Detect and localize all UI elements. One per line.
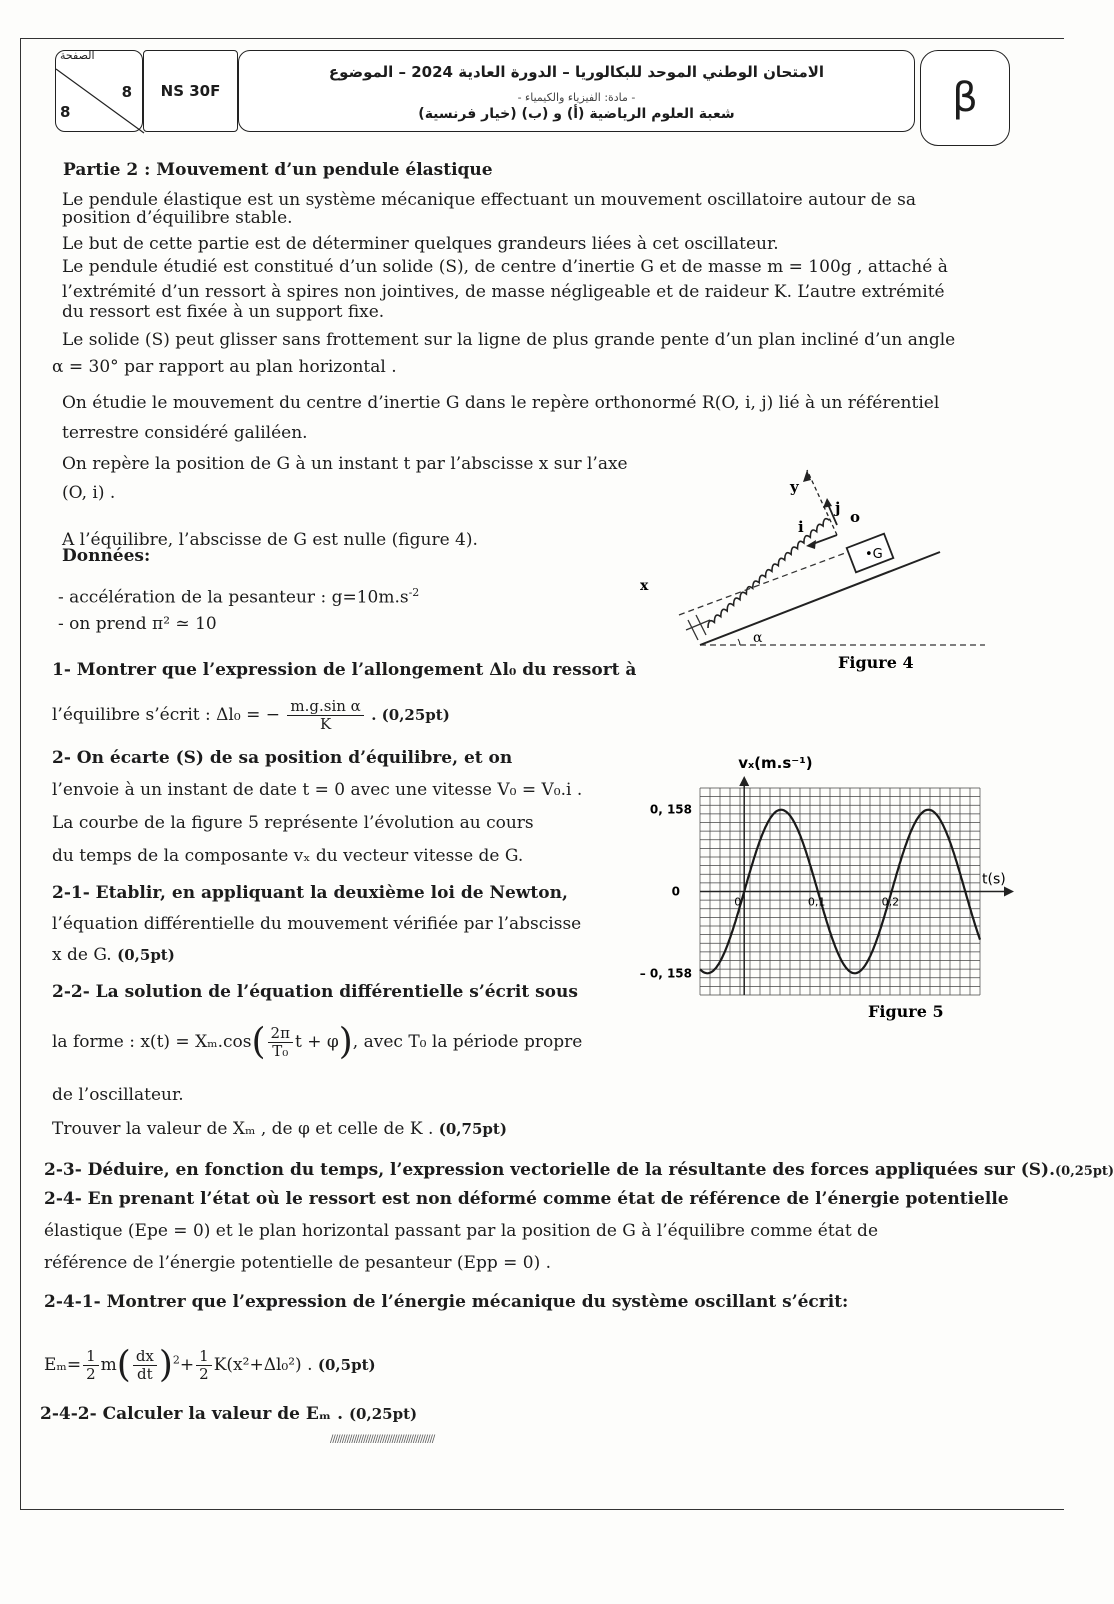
alpha-arc [738, 639, 740, 645]
q21-points: (0,5pt) [117, 946, 175, 964]
chart-xtick-02: 0,2 [881, 895, 900, 909]
question-22b [52, 1021, 583, 1063]
question-22d [52, 1119, 507, 1139]
y-label: y [790, 478, 799, 496]
x-label: x [640, 578, 649, 594]
title-line3: شعبة العلوم الرياضية (أ) و (ب) (خيار فرنسية) [418, 106, 735, 122]
data-pi: - on prend π² ≃ 10 [58, 614, 217, 634]
q241-points: (0,5pt) [317, 1356, 376, 1374]
i-label: i [798, 518, 804, 536]
chart-ytick-max: 0, 158 [649, 802, 692, 817]
chart-xtick-01: 0,1 [807, 895, 826, 909]
em-half-1 [83, 1348, 99, 1383]
q1-num: m.g.sin α [287, 698, 363, 716]
q23-text: 2-3- Déduire, en fonction du temps, l’expression vectorielle de la résultante des forces appliquées sur (S). [44, 1160, 1055, 1180]
chart-xlabel: t(s) [982, 871, 1006, 888]
em-square: 2 [172, 1353, 180, 1367]
em-half-2-den: 2 [199, 1365, 209, 1383]
para3-line2: l’extrémité d’un ressort à spires non jointives, de masse négligeable et de raideur K. L’autre extrémité [62, 282, 945, 302]
em-half-1-den: 2 [86, 1365, 96, 1383]
question-241: 2-4-1- Montrer que l’expression de l’énergie mécanique du système oscillant s’écrit: [44, 1292, 849, 1312]
page-current: 8 [121, 83, 132, 101]
j-vector-head [823, 498, 832, 508]
question-22a: 2-2- La solution de l’équation différentielle s’écrit sous [52, 982, 578, 1002]
q22-fraction [268, 1025, 293, 1060]
q242-text: 2-4-2- Calculer la valeur de Eₘ . [40, 1404, 344, 1424]
em-derivative [133, 1348, 157, 1383]
figure4-caption: Figure 4 [838, 653, 914, 672]
energy-formula [44, 1344, 376, 1386]
em-derivative-num: dx [133, 1348, 157, 1366]
chart-y-arrow [739, 776, 749, 786]
figure-4 [640, 470, 1000, 690]
para1-line1: Le pendule élastique est un système mécanique effectuant un mouvement oscillatoire autour de sa [62, 190, 916, 210]
figure-5-chart [630, 754, 1040, 1040]
em-derivative-den: dt [137, 1365, 153, 1383]
q22d-text: Trouver la valeur de Xₘ , de φ et celle de K . [52, 1119, 434, 1139]
page-label: الصفحة [60, 49, 95, 62]
q22-num: 2π [268, 1025, 293, 1043]
q22-tail: , avec T₀ la période propre [352, 1032, 583, 1052]
q22-points: (0,75pt) [438, 1120, 507, 1138]
q1-lead: l’équilibre s’écrit : Δl₀ = − [52, 705, 280, 725]
para1-line2: position d’équilibre stable. [62, 208, 293, 228]
chart-x-arrow [1004, 887, 1014, 897]
exam-title [238, 50, 915, 132]
question-1b [52, 698, 450, 733]
page-number-box [55, 50, 143, 132]
em-tail: K(x²+Δl₀²) . [213, 1355, 313, 1375]
em-mass: m [100, 1355, 117, 1375]
em-half-2 [196, 1348, 212, 1383]
question-24a: 2-4- En prenant l’état où le ressort est non déformé comme état de référence de l’énergie potentielle [44, 1189, 1009, 1209]
em-plus: + [179, 1355, 195, 1375]
para5-line2: terrestre considéré galiléen. [62, 423, 308, 443]
para6-line2: (O, i) . [62, 483, 116, 503]
em-paren-close: ) [158, 1344, 173, 1386]
question-21c [52, 945, 175, 965]
chart-xtick-0: 0 [734, 895, 742, 909]
title-line1: الامتحان الوطني الموحد للبكالوريا – الدورة العادية 2024 – الموضوع [328, 63, 825, 81]
para6-line1: On repère la position de G à un instant t par l’abscisse x sur l’axe [62, 454, 628, 474]
question-21a: 2-1- Etablir, en appliquant la deuxième loi de Newton, [52, 883, 568, 903]
x-axis [673, 547, 867, 615]
para3-line3: du ressort est fixée à un support fixe. [62, 302, 385, 322]
q1-points: . (0,25pt) [371, 706, 450, 724]
j-label: j [835, 499, 841, 517]
question-2b: l’envoie à un instant de date t = 0 avec une vitesse V₀ = V₀.i . [52, 780, 583, 800]
exam-code: NS 30F [143, 50, 238, 132]
question-24b: élastique (Epe = 0) et le plan horizontal passant par la position de G à l’équilibre comme état de [44, 1221, 879, 1241]
em-half-1-num: 1 [83, 1348, 99, 1366]
para4-line2: α = 30° par rapport au plan horizontal . [52, 357, 397, 377]
question-2d: du temps de la composante vₓ du vecteur vitesse de G. [52, 846, 524, 866]
alpha-label: α [753, 630, 763, 646]
title-line2: - مادة: الفيزياء والكيمياء - [517, 91, 636, 104]
para5-line1: On étudie le mouvement du centre d’inertie G dans le repère orthonormé R(O, i, j) lié à un référentiel [62, 393, 940, 413]
data-gravity [58, 583, 419, 608]
data-title: Données: [62, 546, 151, 566]
question-2a: 2- On écarte (S) de sa position d’équilibre, et on [52, 748, 513, 768]
data-gravity-exp: -2 [408, 586, 420, 599]
q22-arg: t + φ [294, 1032, 339, 1052]
chart-ytick-min: – 0, 158 [639, 966, 692, 981]
question-24c: référence de l’énergie potentielle de pesanteur (Epp = 0) . [44, 1253, 552, 1273]
q22-paren-close: ) [338, 1021, 353, 1063]
chart-ylabel: vₓ(m.s⁻¹) [738, 754, 813, 772]
em-paren-open: ( [116, 1344, 131, 1386]
q23-points: (0,25pt) [1055, 1164, 1114, 1179]
para2: Le but de cette partie est de déterminer quelques grandeurs liées à cet oscillateur. [62, 234, 779, 254]
footer-marks: //////////////////////////////////////////// [330, 1434, 435, 1445]
chart-title: Figure 5 [868, 1002, 944, 1021]
spring [687, 518, 850, 628]
page-total: 8 [60, 103, 71, 121]
q22-paren-open: ( [251, 1021, 266, 1063]
chart-ytick-zero: 0 [671, 884, 680, 899]
em-half-2-num: 1 [196, 1348, 212, 1366]
question-21b: l’équation différentielle du mouvement vérifiée par l’abscisse [52, 914, 582, 934]
q1-fraction [287, 698, 363, 733]
question-1a: 1- Montrer que l’expression de l’allongement Δl₀ du ressort à [52, 660, 637, 680]
question-22c: de l’oscillateur. [52, 1085, 184, 1105]
part-title: Partie 2 : Mouvement d’un pendule élastique [63, 160, 493, 180]
question-242 [40, 1404, 417, 1424]
em-lead: Eₘ= [44, 1355, 82, 1375]
g-label: •G [865, 547, 883, 562]
o-label: o [850, 508, 861, 526]
q242-points: (0,25pt) [348, 1405, 418, 1423]
question-2c: La courbe de la figure 5 représente l’évolution au cours [52, 813, 534, 833]
para3-line1: Le pendule étudié est constitué d’un solide (S), de centre d’inertie G et de masse m = 100g , attaché à [62, 257, 948, 277]
beta-symbol: β [920, 50, 1010, 146]
q22-den: T₀ [272, 1042, 289, 1060]
data-gravity-text: - accélération de la pesanteur : g=10m.s [58, 587, 409, 608]
q21-text: x de G. [52, 945, 112, 965]
q1-den: K [319, 715, 332, 733]
question-23 [44, 1160, 1114, 1182]
q22-lead: la forme : x(t) = Xₘ.cos [52, 1032, 252, 1052]
support-hatch [686, 615, 710, 640]
i-vector-head [806, 540, 816, 549]
para7: A l’équilibre, l’abscisse de G est nulle (figure 4). [62, 530, 478, 550]
para4-line1: Le solide (S) peut glisser sans frottement sur la ligne de plus grande pente d’un plan incliné d’un angle [62, 330, 956, 350]
